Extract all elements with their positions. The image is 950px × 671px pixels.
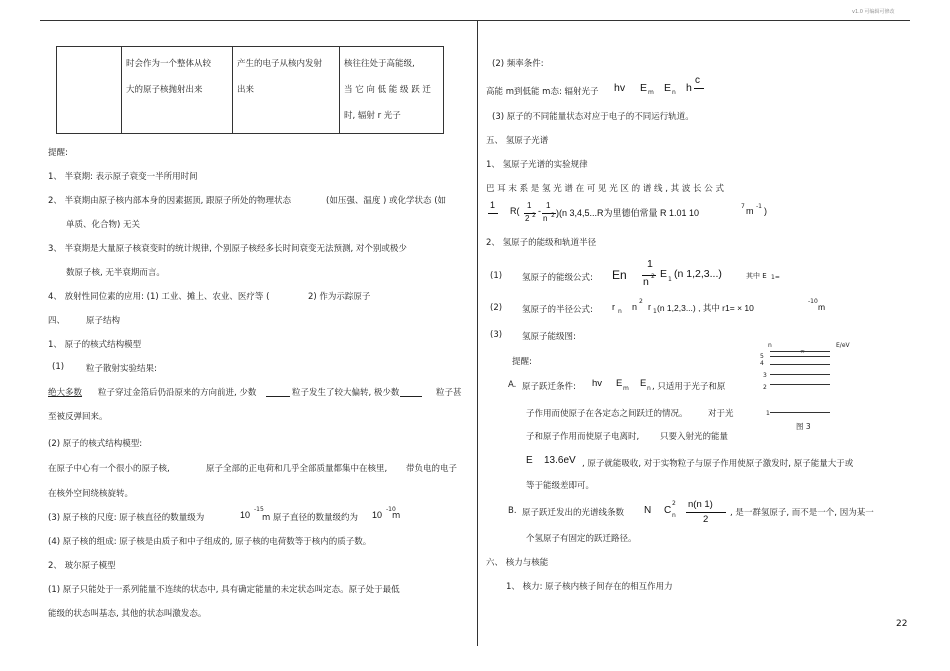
point-2a: 2、 半衰期由原子核内部本身的因素据顶, 跟原子所处的物理状态	[48, 196, 292, 206]
point-3a: 3、 半衰期是大量原子核衰变时的统计规律, 个别原子核经多长时间衰变无法预测, 对个别或极少	[48, 244, 407, 254]
radius-n: n	[632, 302, 638, 312]
freq-h: h	[686, 82, 692, 94]
model-text-1c: 带负电的电子	[406, 464, 458, 474]
energy-E1-sub: 1	[668, 276, 672, 283]
model-text-1a: 在原子中心有一个很小的原子核,	[48, 464, 170, 474]
A-line-2b: 对于光	[708, 409, 734, 419]
table-cell-4	[340, 47, 444, 134]
point-2b: (如压强、温度 ) 或化学状态 (如	[326, 196, 447, 206]
item-1-3: (3) 原子核的尺度: 原子核直径的数量级为	[48, 513, 205, 523]
balmer-exp7: 7	[741, 203, 745, 210]
level-inf	[770, 351, 830, 352]
item-1-2: (2) 原子的核式结构模型:	[48, 439, 143, 449]
A-Em: E	[616, 378, 623, 389]
energy-frac-num: 1	[647, 258, 653, 270]
atom-size-exp: -10	[386, 506, 396, 513]
balmer-frac2-den: n	[543, 214, 548, 223]
energy-frac-den: n	[643, 276, 649, 288]
freq-fraction-bar	[694, 88, 704, 89]
item-B-label: B.	[508, 506, 517, 516]
radius-rn-sub: n	[618, 308, 622, 315]
radius-rest: (n 1,2,3...) , 其中 r1= × 10	[657, 303, 754, 313]
item-1-4: (4) 原子核的组成: 原子核是由质子和中子组成的, 原子核的电荷数等于核内的质子数。	[48, 537, 372, 547]
nucleus-size-exp: -15	[254, 506, 264, 513]
table-cell-2	[122, 47, 233, 134]
atom-size-unit: m	[392, 511, 401, 521]
orbit-note: (3) 原子的不同能量状态对应于电子的不同运行轨道。	[492, 112, 694, 122]
exp-text-1: 粒子穿过金箔后仍沿原来的方向前进, 少数	[98, 388, 257, 398]
freq-En: E	[664, 82, 672, 94]
balmer-m-exp: -1	[756, 203, 762, 210]
freq-m-sub: m	[648, 89, 654, 96]
energy-tail-2: 1=	[771, 274, 780, 281]
atom-size-base: 10	[372, 510, 383, 520]
point-3b: 数原子核, 无半衰期而言。	[66, 268, 165, 278]
page-number: 22	[896, 619, 908, 629]
balmer-frac2-sq: 2	[551, 212, 555, 219]
balmer-frac1-sq: 2	[532, 212, 536, 219]
level-4	[770, 364, 830, 365]
tip-label: 提醒:	[48, 148, 68, 158]
freq-c: c	[695, 75, 700, 86]
radius-exp: -10	[808, 298, 818, 305]
point-4a: 4、 放射性同位素的应用: (1) 工业、摊上、农业、医疗等 (	[48, 292, 270, 302]
tip-label-right: 提醒:	[512, 357, 532, 367]
B-C: C	[664, 505, 672, 516]
spectrum-rule-title: 1、 氢原子光谱的实验规律	[486, 160, 588, 170]
fig-l3: 3	[763, 372, 767, 379]
model-text-2: 在核外空间绕核旋转。	[48, 489, 134, 499]
cell-text: 当 它 向 低 能 级 跃 迁	[344, 85, 431, 95]
cell-text: 核往往处于高能级,	[344, 59, 415, 69]
A-energy: 13.6eV	[544, 455, 576, 466]
A-Em-sub: m	[623, 385, 629, 392]
item-1-1-text: 粒子散射实验结果:	[86, 364, 157, 374]
balmer-frac1-den: 2	[525, 214, 530, 223]
subsection-1: 1、 原子的核式结构模型	[48, 340, 142, 350]
exp-blank-1	[266, 396, 290, 397]
A-hv: hv	[592, 378, 603, 389]
top-rule	[40, 20, 910, 21]
freq-Em: E	[640, 82, 648, 94]
subsection-2: 2、 玻尔原子模型	[48, 561, 116, 571]
radius-unit: m	[818, 302, 826, 312]
freq-n-sub: n	[672, 89, 676, 96]
balmer-frac2-num: 1	[546, 201, 551, 210]
nuclear-force: 1、 核力: 原子核内核子间存在的相互作用力	[506, 582, 673, 592]
cell-text: 大的原子核抛射出来	[126, 85, 203, 95]
energy-label: 氢原子的能级公式:	[522, 273, 593, 283]
exp-text-2: 粒子发生了较大偏转, 极少数	[292, 388, 400, 398]
point-2c: 单质、化合物) 无关	[66, 220, 141, 230]
level-1	[770, 412, 830, 413]
fig-l1: 1	[766, 410, 770, 417]
exp-text-3: 粒子甚	[436, 388, 462, 398]
item-1-3-mid: m 原子直径的数量级约为	[262, 513, 358, 523]
exp-text-4: 至被反弹回来。	[48, 412, 108, 422]
balmer-minus: -	[538, 206, 541, 216]
freq-hv: hv	[614, 82, 626, 94]
cell-text: 时, 辐射 r 光子	[344, 111, 401, 121]
B-C-sub: n	[672, 512, 676, 519]
section-4-title: 原子结构	[86, 316, 121, 326]
item-A-label: A.	[508, 380, 517, 390]
radius-n-sq: 2	[639, 298, 643, 305]
column-divider	[477, 20, 478, 646]
balmer-lhs-num: 1	[490, 200, 496, 210]
freq-text: 高能 m到低能 m态: 辐射光子	[486, 87, 599, 97]
exp-majority: 绝大多数	[48, 388, 83, 398]
radius-rn: r	[612, 302, 615, 312]
level-3	[770, 374, 830, 375]
energy-tail: 其中 E	[746, 272, 767, 280]
balmer-text: 巴 耳 末 系 是 氢 光 谱 在 可 见 光 区 的 谱 线 , 其 波 长 公 式	[486, 184, 724, 194]
fig-caption: 图 3	[796, 422, 811, 431]
fig-n-label: n	[768, 342, 772, 349]
level-5	[770, 356, 830, 357]
model-text-1b: 原子全部的正电荷和几乎全部质量都集中在核里,	[206, 464, 388, 474]
A-line-4: , 原子就能吸收, 对于实物粒子与原子作用使原子激发时, 原子能量大于或	[582, 459, 854, 469]
fig-l5: 5	[760, 353, 764, 360]
B-line-2: 个氢原子有固定的跃迁路径。	[526, 534, 637, 544]
item-1-1-num: (1)	[52, 362, 65, 372]
balmer-lhs-bar	[488, 213, 498, 214]
B-C-sup: 2	[672, 500, 676, 507]
energy-En: En	[612, 268, 627, 282]
freq-condition: (2) 频率条件:	[492, 59, 544, 69]
B-N: N	[644, 505, 652, 516]
bohr-2: 能级的状态叫基态, 其他的状态叫激发态。	[48, 609, 207, 619]
bohr-1: (1) 原子只能处于一系列能量不连续的状态中, 具有确定能量的未定状态叫定态。原子处于最低	[48, 585, 400, 595]
exp-blank-2	[400, 396, 422, 397]
A-line-3a: 子和原子作用而使原子电离时,	[526, 432, 640, 442]
item-A-text: 原子跃迁条件:	[522, 382, 576, 392]
B-frac-bar	[686, 512, 726, 513]
section-4-number: 四、	[48, 316, 66, 326]
header-tag: v1.0 可编辑可修改	[852, 9, 895, 15]
B-tail: , 是一群氢原子, 而不是一个, 因为某一	[730, 508, 874, 518]
radius-label: 氢原子的半径公式:	[522, 305, 593, 315]
nucleus-size-base: 10	[240, 510, 251, 520]
B-frac-den: 2	[703, 514, 709, 525]
energy-E1: E	[660, 268, 668, 280]
section-5-title: 五、 氢原子光谱	[486, 136, 549, 146]
item-B-text: 原子跃迁发出的光谱线条数	[522, 508, 625, 518]
balmer-close: )	[764, 206, 767, 216]
diagram-label: 氢原子能级图:	[522, 332, 576, 342]
section-6-title: 六、 核力与核能	[486, 558, 549, 568]
A-En: E	[640, 378, 647, 389]
energy-frac-sq: 2	[651, 273, 655, 280]
cell-text: 时会作为一个整体从较	[126, 59, 212, 69]
table-cell-3	[233, 47, 340, 134]
fig-l2: 2	[763, 384, 767, 391]
radius-num: (2)	[490, 303, 503, 313]
diagram-num: (3)	[490, 330, 503, 340]
balmer-rest: )(n 3,4,5...R为里德伯常量 R 1.01 10	[556, 208, 700, 218]
point-4b: 2) 作为示踪原子	[308, 292, 371, 302]
level-2	[770, 384, 830, 385]
A-line-3b: 只要入射光的能量	[660, 432, 729, 442]
A-line-2a: 子作用而使原子在各定态之间跃迁的情况。	[526, 409, 688, 419]
balmer-R: R(	[510, 206, 520, 216]
cell-text: 产生的电子从核内发射	[237, 59, 323, 69]
point-1: 1、 半衰期: 表示原子衰变一半所用时间	[48, 172, 198, 182]
energy-num: (1)	[490, 271, 503, 281]
balmer-m: m	[746, 206, 754, 216]
A-tail: , 只适用于光子和原	[652, 382, 726, 392]
cell-text: 出来	[237, 85, 255, 95]
A-E: E	[526, 455, 533, 466]
balmer-frac1-num: 1	[527, 201, 532, 210]
radius-r1-sub: 1	[653, 308, 657, 315]
radius-r1: r	[648, 302, 651, 312]
decay-table	[56, 46, 444, 134]
table-cell-1	[57, 47, 122, 134]
A-En-sub: n	[647, 385, 651, 392]
A-line-5: 等于能级差即可。	[526, 481, 595, 491]
B-frac-num: n(n 1)	[688, 499, 713, 510]
energy-range: (n 1,2,3...)	[674, 268, 722, 280]
energy-levels-title: 2、 氢原子的能级和轨道半径	[486, 238, 597, 248]
fig-E-label: E/eV	[836, 342, 850, 349]
fig-l4: 4	[760, 360, 764, 367]
